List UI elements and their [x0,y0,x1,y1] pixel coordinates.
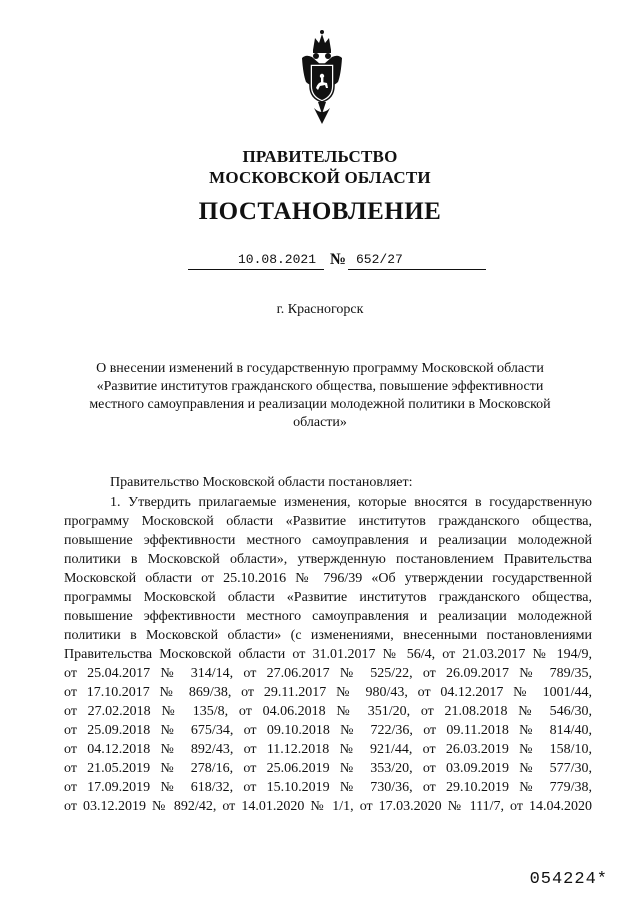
document-type-heading: ПОСТАНОВЛЕНИЕ [198,198,442,225]
body-line: от 21.05.2019 № 278/16, от 25.06.2019 № 353/20, от 03.09.2019 № 577/30, [64,761,592,776]
body-line: повышение эффективности местного самоуправления и реализации молодежной [64,533,592,548]
document-date: 10.08.2021 [238,252,317,267]
title-line: местного самоуправления и реализации молодежной политики в Московской [89,397,551,412]
government-name-line2: МОСКОВСКОЙ ОБЛАСТИ [209,168,431,187]
number-underline [348,269,486,270]
body-line: от 17.09.2019 № 618/32, от 15.10.2019 № 730/36, от 29.10.2019 № 779/38, [64,780,592,795]
document-number: 652/27 [356,252,403,267]
coat-of-arms-emblem [300,28,344,126]
body-line: Московской области от 25.10.2016 № 796/39 «Об утверждении государственной [64,571,592,586]
number-sign: № [330,251,347,268]
body-line: программы Московской области «Развитие институтов гражданского общества, [64,590,592,605]
government-name-line1: ПРАВИТЕЛЬСТВО [242,147,398,166]
body-line: программу Московской области «Развитие институтов гражданского общества, [64,514,592,529]
title-line: области» [293,415,347,430]
serial-number: 054224* [529,870,608,889]
body-line: от 04.12.2018 № 892/43, от 11.12.2018 № 921/44, от 26.03.2019 № 158/10, [64,742,592,757]
body-line: повышение эффективности местного самоуправления и реализации молодежной [64,609,592,624]
document-title [0,360,640,432]
date-number-line [188,252,488,274]
body-line: от 27.02.2018 № 135/8, от 04.06.2018 № 351/20, от 21.08.2018 № 546/30, [64,704,592,719]
title-line: О внесении изменений в государственную программу Московской области [96,361,544,376]
body-line: политики в Московской области», утвержденную постановлением Правительства [64,552,592,567]
body-line: от 17.10.2017 № 869/38, от 29.11.2017 № 980/43, от 04.12.2017 № 1001/44, [64,685,592,700]
body-intro: Правительство Московской области постановляет: [110,475,413,490]
date-underline [188,269,324,270]
body-line: 1. Утвердить прилагаемые изменения, которые вносятся в государственную [110,495,592,510]
body-line: от 25.04.2017 № 314/14, от 27.06.2017 № 525/22, от 26.09.2017 № 789/35, [64,666,592,681]
body-line: от 25.09.2018 № 675/34, от 09.10.2018 № 722/36, от 09.11.2018 № 814/40, [64,723,592,738]
body-line: от 03.12.2019 № 892/42, от 14.01.2020 № 1/1, от 17.03.2020 № 111/7, от 14.04.2020 [64,799,592,814]
city-line: г. Красногорск [276,302,364,317]
body-line: политики в Московской области» (с изменениями, внесенными постановлениями [64,628,592,643]
title-line: «Развитие институтов гражданского общества, повышение эффективности [96,379,544,394]
body-line: Правительства Московской области от 31.01.2017 № 56/4, от 21.03.2017 № 194/9, [64,647,592,662]
